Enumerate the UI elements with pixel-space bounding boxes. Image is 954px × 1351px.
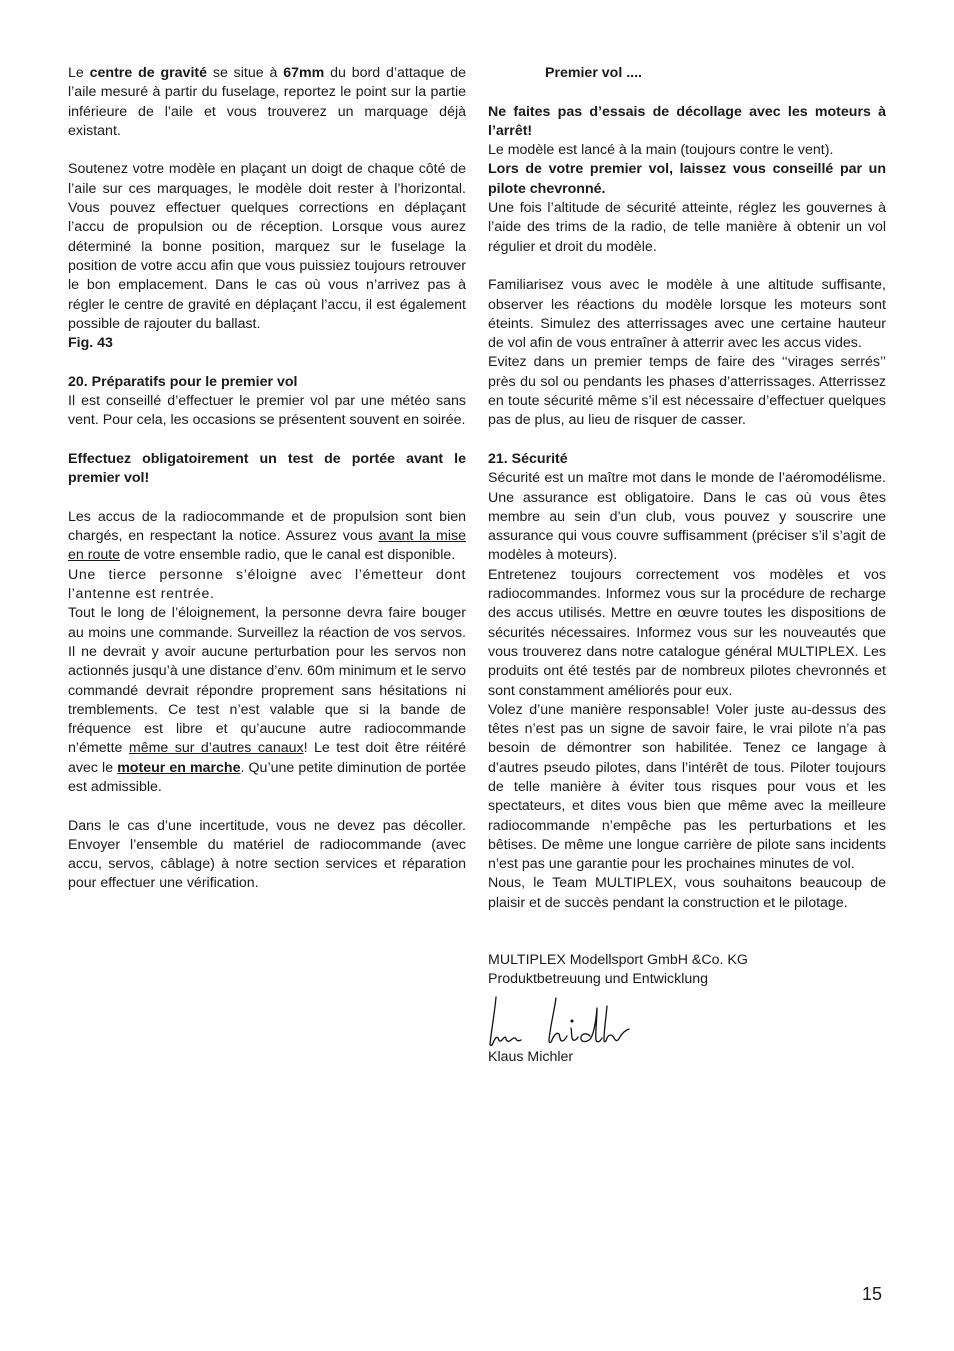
preparation-paragraph: Il est conseillé d’effectuer le premier vol par une météo sans vent. Pour cela, les occasions se présentent souvent en soirée. (68, 393, 466, 429)
advice-paragraph: Lors de votre premier vol, laissez vous conseillé par un pilote chevronné. (488, 161, 886, 197)
no-takeoff-warning: Ne faites pas d’essais de décollage avec les moteurs à l’arrêt! (488, 103, 886, 139)
first-flight-heading: Premier vol .... (545, 65, 642, 81)
maintenance-paragraph: Entretenez toujours correctement vos modèles et vos radiocommandes. Informez vous sur la procédure de recharge des accus utilisés. Mettre en œuvre toutes les dispositions de sécurités nécessaires. Informez vous sur les nouveautés que vous trouverez dans notre catalogue général MULTIPLEX. Les produits ont été testés par de nombreux pilotes chevronnés et sont constamment améliorés pour eux. (488, 566, 886, 699)
handwritten-signature (486, 992, 636, 1048)
support-paragraph: Soutenez votre modèle en plaçant un doigt de chaque côté de l’aile sur ces marquages, le modèle doit rester à l’horizontal. Vous pouvez effectuer quelques corrections en déplaçant l’accu de propulsion ou de réception. Lorsque vous aurez déterminé la bonne position, marquez sur le fuselage la position de votre accu afin que vous puissiez toujours retrouver le bon emplacement. Dans le cas où vous n’arrivez pas à régler le centre de gravité en déplaçant l’accu, il est également possible de rajouter du ballast. (68, 161, 466, 332)
preparation-heading: 20. Préparatifs pour le premier vol (68, 373, 298, 390)
hand-launch-paragraph: Le modèle est lancé à la main (toujours contre le vent). (488, 142, 834, 159)
distance-test-paragraph: Tout le long de l’éloignement, la personne devra faire bouger au moins une commande. Surveillez la réaction de vos servos. Il ne devrait y avoir aucune perturbation pour les servos non actionnés jusqu’à une distance d’env. 60m minimum et le servo commandé devrait répondre proprement sans hésitations ni tremblements. Ce test n’est valable que si la bande de fréquence est libre et qu’aucune autre radiocommande n’émette même sur d’autres canaux! Le test doit être réitéré avec le moteur en marche. Qu’une petite diminution de portée est admissible. (68, 605, 466, 795)
department-name: Produktbetreuung und Entwicklung (488, 971, 709, 988)
avoid-paragraph: Evitez dans un premier temps de faire des ‘‘virages serrés’’ près du sol ou pendants les phases d’atterrissages. Atterrissez en toute sécurité même s’il est nécessaire d’effectuer quelques pas de plus, au lieu de risquer de casser. (488, 354, 886, 429)
safety-paragraph: Sécurité est un maître mot dans le monde de l’aéromodélisme. Une assurance est obligatoire. Dans le cas où vous êtes membre au sein d’un club, vous pouvez y souscrire une assurance qui vous couvre suffisamment (préciser s’il s’agit de modèles à moteurs). (488, 470, 886, 564)
page-number: 15 (862, 1284, 883, 1304)
figure-reference: Fig. 43 (68, 335, 113, 352)
uncertainty-paragraph: Dans le cas d’une incertitude, vous ne devez pas décoller. Envoyer l’ensemble du matériel de radiocommande (avec accu, servos, câblage) à notre section services et réparation pour effectuer une vérification. (68, 817, 466, 892)
wishes-paragraph: Nous, le Team MULTIPLEX, vous souhaitons beaucoup de plaisir et de succès pendant la construction et le pilotage. (488, 875, 886, 911)
third-person-paragraph: Une tierce personne s’éloigne avec l’émetteur dont l’antenne est rentrée. (68, 566, 466, 603)
left-column (68, 64, 466, 894)
signature-block (488, 951, 886, 1067)
signer-name: Klaus Michler (488, 1048, 574, 1065)
company-name: MULTIPLEX Modellsport GmbH &Co. KG (488, 952, 748, 969)
safety-heading: 21. Sécurité (488, 450, 568, 467)
center-of-gravity-paragraph: Le centre de gravité se situe à 67mm du bord d’attaque de l’aile mesuré à partir du fuselage, reportez le point sur la partie inférieure de l’aile et vous trouverez un marquage déjà existant. (68, 65, 466, 139)
responsibility-paragraph: Volez d’une manière responsable! Voler juste au-dessus des têtes n’est pas un signe de savoir faire, le vrai pilote n’a pas besoin de démontrer son habilitée. Tenez ce langage à d’autres pseudo pilotes, dans l’intérêt de tous. Piloter toujours de telle manière à éviter tous risques pour vous et les spectateurs, et dites vous bien que même avec la meilleure radiocommande n’empêche pas les perturbations et les bêtises. De même une longue carrière de pilote sans incidents n’est pas une garantie pour les prochaines minutes de vol. (488, 701, 886, 873)
familiarize-paragraph: Familiarisez vous avec le modèle à une altitude suffisante, observer les réactions du modèle lorsque les moteurs sont éteints. Simulez des atterrissages avec une certaine hauteur de vol afin de vous entraîner à atterrir avec les accus vides. (488, 277, 886, 352)
right-column (488, 64, 886, 1067)
range-test-heading: Effectuez obligatoirement un test de portée avant le premier vol! (68, 450, 466, 487)
batteries-paragraph: Les accus de la radiocommande et de propulsion sont bien chargés, en respectant la notice. Assurez vous avant la mise en route de votre ensemble radio, que le canal est disponible. (68, 508, 466, 564)
altitude-paragraph: Une fois l’altitude de sécurité atteinte, réglez les gouvernes à l’aide des trims de la radio, de telle manière à obtenir un vol régulier et droit du modèle. (488, 200, 886, 255)
